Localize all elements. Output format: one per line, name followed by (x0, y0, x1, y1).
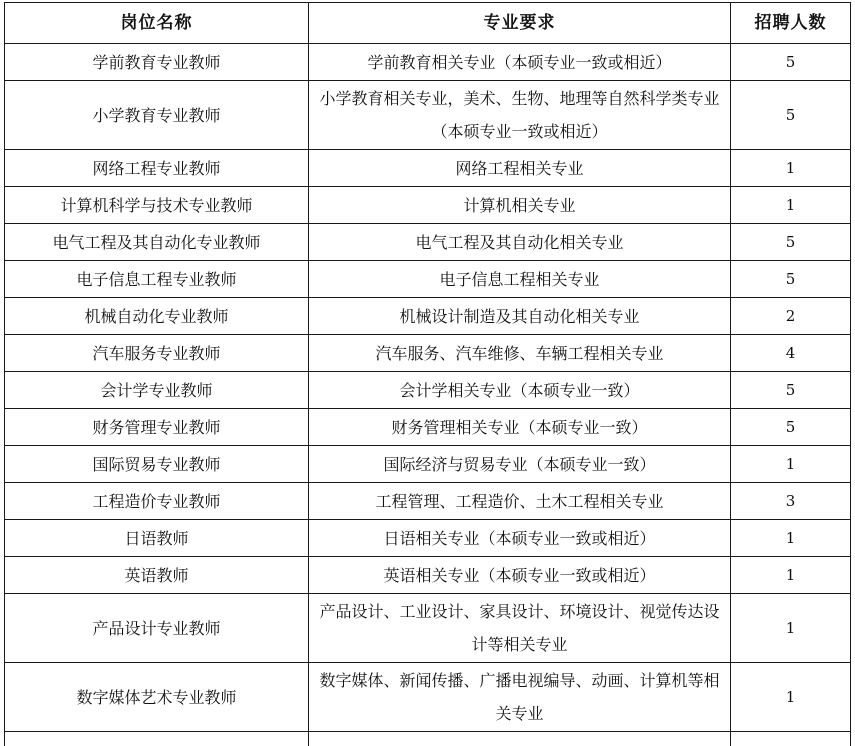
requirement-cell: 日语相关专业（本硕专业一致或相近） (309, 520, 731, 557)
table-row (5, 663, 851, 732)
table-row (5, 372, 851, 409)
requirement-cell: 工程管理、工程造价、土木工程相关专业 (309, 483, 731, 520)
table-row (5, 594, 851, 663)
count-cell: 1 (731, 187, 851, 224)
requirement-cell: 机械设计制造及其自动化相关专业 (309, 298, 731, 335)
count-cell: 1 (731, 150, 851, 187)
table-row (5, 557, 851, 594)
count-cell: 5 (731, 409, 851, 446)
count-cell: 1 (731, 520, 851, 557)
requirement-cell: 会计学相关专业（本硕专业一致） (309, 372, 731, 409)
position-cell: 国际贸易专业教师 (5, 446, 309, 483)
count-cell: 1 (731, 663, 851, 732)
position-cell: 网络工程专业教师 (5, 150, 309, 187)
table-row (5, 520, 851, 557)
table-row (5, 150, 851, 187)
position-cell: 财务管理专业教师 (5, 409, 309, 446)
requirement-cell: 学前教育相关专业（本硕专业一致或相近） (309, 44, 731, 81)
requirement-cell: 英语相关专业（本硕专业一致或相近） (309, 557, 731, 594)
position-cell: 会计学专业教师 (5, 372, 309, 409)
count-cell: 1 (731, 446, 851, 483)
requirement-cell: 国际经济与贸易专业（本硕专业一致） (309, 446, 731, 483)
position-cell: 学前教育专业教师 (5, 44, 309, 81)
table-row (5, 187, 851, 224)
position-cell: 数字媒体艺术专业教师 (5, 663, 309, 732)
table-header-row (5, 3, 851, 44)
table-row (5, 298, 851, 335)
count-cell: 4 (731, 335, 851, 372)
recruitment-table-container (4, 2, 850, 746)
position-cell: 电子信息工程专业教师 (5, 261, 309, 298)
recruitment-table (4, 2, 851, 746)
requirement-cell: 财务管理相关专业（本硕专业一致） (309, 409, 731, 446)
count-cell: 5 (731, 81, 851, 150)
count-cell: 1 (731, 557, 851, 594)
header-count: 招聘人数 (731, 3, 851, 44)
requirement-cell: 产品设计、工业设计、家具设计、环境设计、视觉传达设计等相关专业 (309, 594, 731, 663)
count-cell: 5 (731, 372, 851, 409)
count-cell: 5 (731, 44, 851, 81)
table-row (5, 483, 851, 520)
position-cell: 英语教师 (5, 557, 309, 594)
position-cell: 产品设计专业教师 (5, 594, 309, 663)
requirement-cell: 网络工程相关专业 (309, 150, 731, 187)
table-row (5, 224, 851, 261)
requirement-cell: 数字媒体、新闻传播、广播电视编导、动画、计算机等相关专业 (309, 663, 731, 732)
table-row (5, 335, 851, 372)
requirement-cell: 电气工程及其自动化相关专业 (309, 224, 731, 261)
requirement-cell: 计算机相关专业 (309, 187, 731, 224)
count-cell: 5 (731, 224, 851, 261)
requirement-cell: 小学教育相关专业，美术、生物、地理等自然科学类专业（本硕专业一致或相近） (309, 81, 731, 150)
requirement-cell: 电子信息工程相关专业 (309, 261, 731, 298)
position-cell: 机械自动化专业教师 (5, 298, 309, 335)
position-cell: 工程造价专业教师 (5, 483, 309, 520)
position-cell: 小学教育专业教师 (5, 81, 309, 150)
requirement-cell: 汽车服务、汽车维修、车辆工程相关专业 (309, 335, 731, 372)
position-cell: 计算机科学与技术专业教师 (5, 187, 309, 224)
count-cell: 5 (731, 261, 851, 298)
position-cell: 日语教师 (5, 520, 309, 557)
header-requirement: 专业要求 (309, 3, 731, 44)
header-position: 岗位名称 (5, 3, 309, 44)
count-cell: 3 (731, 483, 851, 520)
count-cell: 1 (731, 594, 851, 663)
position-cell: 电气工程及其自动化专业教师 (5, 224, 309, 261)
count-cell: 2 (731, 298, 851, 335)
table-row (5, 446, 851, 483)
position-cell: 汽车服务专业教师 (5, 335, 309, 372)
table-row (5, 409, 851, 446)
table-row (5, 44, 851, 81)
table-row (5, 81, 851, 150)
table-row (5, 261, 851, 298)
